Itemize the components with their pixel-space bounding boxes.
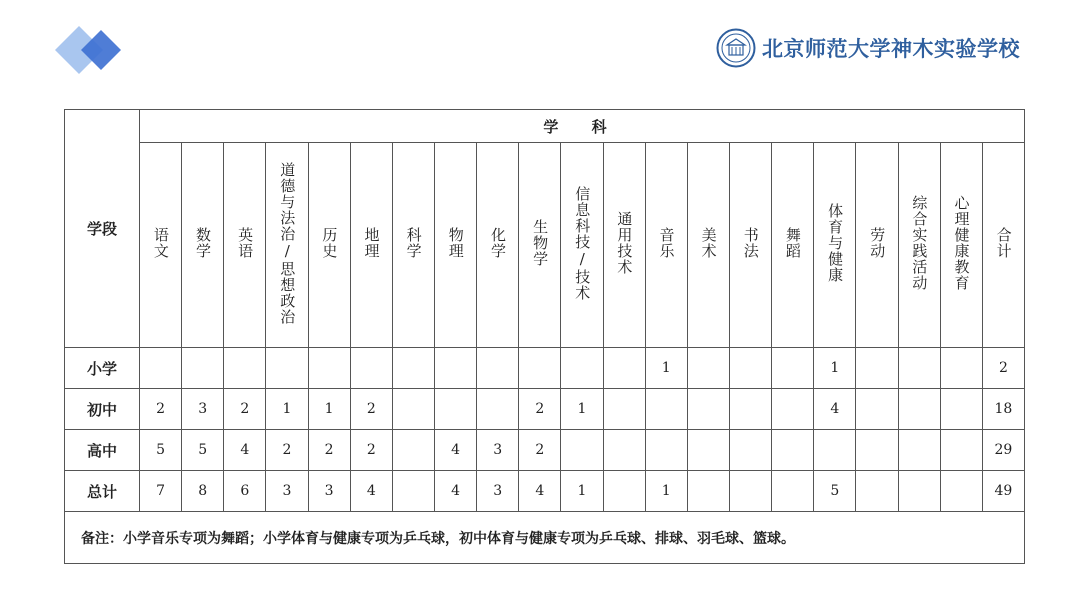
value-cell: 4: [814, 389, 856, 430]
value-cell: [772, 430, 814, 471]
value-cell: [434, 348, 476, 389]
subject-label: 美术: [699, 227, 718, 259]
value-cell: 4: [434, 471, 476, 512]
subject-cell: [603, 143, 645, 348]
value-cell: 3: [477, 430, 519, 471]
value-cell: [350, 348, 392, 389]
subject-label: 语文: [151, 227, 170, 259]
stage-cell: 小学: [65, 348, 140, 389]
value-cell: 1: [814, 348, 856, 389]
value-cell: [392, 348, 434, 389]
subject-header: 学 科: [140, 110, 1025, 143]
value-cell: [856, 430, 898, 471]
value-cell: [308, 348, 350, 389]
value-cell: 7: [140, 471, 182, 512]
value-cell: [772, 471, 814, 512]
value-cell: 5: [182, 430, 224, 471]
value-cell: [940, 389, 982, 430]
note-row: [65, 512, 1025, 564]
value-cell: [687, 430, 729, 471]
header-row: [65, 110, 1025, 143]
value-cell: [940, 471, 982, 512]
subject-cell: [182, 143, 224, 348]
value-cell: [140, 348, 182, 389]
value-cell: 1: [561, 471, 603, 512]
subject-cell: [266, 143, 308, 348]
subject-label: 书法: [741, 227, 760, 259]
value-cell: 4: [434, 430, 476, 471]
value-cell: 2: [266, 430, 308, 471]
value-cell: [603, 471, 645, 512]
subject-cell: [645, 143, 687, 348]
subject-label: 英语: [236, 227, 255, 259]
value-cell: 1: [561, 389, 603, 430]
table-row: [65, 471, 1025, 512]
value-cell: 2: [350, 389, 392, 430]
value-cell: 1: [645, 471, 687, 512]
value-cell: [561, 348, 603, 389]
school-name: 北京师范大学神木实验学校: [762, 36, 1020, 61]
diamond-logo-icon: [55, 24, 125, 76]
subject-label: 生物学: [531, 219, 550, 267]
value-cell: [729, 430, 771, 471]
value-cell: [940, 430, 982, 471]
value-cell: [898, 348, 940, 389]
value-cell: 4: [519, 471, 561, 512]
value-cell: 49: [982, 471, 1024, 512]
note-text: 备注：小学音乐专项为舞蹈；小学体育与健康专项为乒乓球，初中体育与健康专项为乒乓球、排球、羽毛球、篮球。: [65, 512, 1025, 564]
subject-cell: [982, 143, 1024, 348]
value-cell: [392, 430, 434, 471]
school-seal-icon: [716, 28, 756, 68]
subject-cell: [350, 143, 392, 348]
value-cell: [392, 471, 434, 512]
value-cell: [645, 430, 687, 471]
value-cell: [940, 348, 982, 389]
value-cell: [772, 348, 814, 389]
subject-label: 综合实践活动: [910, 195, 929, 291]
value-cell: 1: [645, 348, 687, 389]
value-cell: [856, 348, 898, 389]
table-row: [65, 389, 1025, 430]
subject-label: 音乐: [657, 227, 676, 259]
value-cell: 8: [182, 471, 224, 512]
subject-cell: [561, 143, 603, 348]
value-cell: [772, 389, 814, 430]
subject-cell: [898, 143, 940, 348]
value-cell: [603, 389, 645, 430]
value-cell: 2: [140, 389, 182, 430]
value-cell: [182, 348, 224, 389]
subject-cell: [729, 143, 771, 348]
subject-table: [64, 109, 1025, 564]
value-cell: [477, 389, 519, 430]
value-cell: 4: [350, 471, 392, 512]
stage-cell: 初中: [65, 389, 140, 430]
stage-cell: 总计: [65, 471, 140, 512]
subject-label: 历史: [320, 227, 339, 259]
value-cell: 18: [982, 389, 1024, 430]
value-cell: 2: [308, 430, 350, 471]
value-cell: [477, 348, 519, 389]
value-cell: [224, 348, 266, 389]
value-cell: [603, 348, 645, 389]
value-cell: [687, 471, 729, 512]
subject-label: 化学: [488, 227, 507, 259]
value-cell: [898, 389, 940, 430]
value-cell: [898, 471, 940, 512]
subject-label: 舞蹈: [783, 227, 802, 259]
value-cell: [266, 348, 308, 389]
subject-cell: [519, 143, 561, 348]
value-cell: [729, 348, 771, 389]
value-cell: [687, 389, 729, 430]
stage-header: 学段: [65, 110, 140, 348]
value-cell: [856, 389, 898, 430]
value-cell: 3: [266, 471, 308, 512]
school-logo: [716, 26, 1020, 70]
subject-cell: [772, 143, 814, 348]
value-cell: [814, 430, 856, 471]
subject-label: 心理健康教育: [952, 195, 971, 291]
value-cell: [729, 471, 771, 512]
subject-cell: [392, 143, 434, 348]
subject-label: 道德与法治/思想政治: [278, 161, 297, 325]
value-cell: [561, 430, 603, 471]
table-row: [65, 348, 1025, 389]
value-cell: [434, 389, 476, 430]
value-cell: [519, 348, 561, 389]
value-cell: [687, 348, 729, 389]
subject-cell: [940, 143, 982, 348]
subject-label: 通用技术: [615, 211, 634, 275]
value-cell: 29: [982, 430, 1024, 471]
value-cell: 1: [308, 389, 350, 430]
value-cell: [856, 471, 898, 512]
subject-label: 信息科技/技术: [573, 185, 592, 301]
subject-cell: [224, 143, 266, 348]
subject-cell: [856, 143, 898, 348]
value-cell: 2: [519, 389, 561, 430]
value-cell: 2: [350, 430, 392, 471]
value-cell: 5: [140, 430, 182, 471]
subject-cell: [687, 143, 729, 348]
subject-label: 数学: [193, 227, 212, 259]
value-cell: [898, 430, 940, 471]
value-cell: [645, 389, 687, 430]
subject-cell: [140, 143, 182, 348]
subject-label: 科学: [404, 227, 423, 259]
table-row: [65, 430, 1025, 471]
subject-row: [65, 143, 1025, 348]
subject-label: 地理: [362, 227, 381, 259]
value-cell: 2: [982, 348, 1024, 389]
subject-cell: [477, 143, 519, 348]
value-cell: [603, 430, 645, 471]
value-cell: 3: [308, 471, 350, 512]
value-cell: [729, 389, 771, 430]
value-cell: 3: [477, 471, 519, 512]
subject-label: 合计: [994, 227, 1013, 259]
value-cell: 3: [182, 389, 224, 430]
value-cell: 2: [519, 430, 561, 471]
subject-label: 物理: [446, 227, 465, 259]
subject-label: 体育与健康: [826, 203, 845, 283]
stage-cell: 高中: [65, 430, 140, 471]
value-cell: [392, 389, 434, 430]
subject-label: 劳动: [868, 227, 887, 259]
value-cell: 1: [266, 389, 308, 430]
value-cell: 4: [224, 430, 266, 471]
value-cell: 5: [814, 471, 856, 512]
value-cell: 2: [224, 389, 266, 430]
value-cell: 6: [224, 471, 266, 512]
subject-cell: [434, 143, 476, 348]
subject-cell: [814, 143, 856, 348]
subject-cell: [308, 143, 350, 348]
